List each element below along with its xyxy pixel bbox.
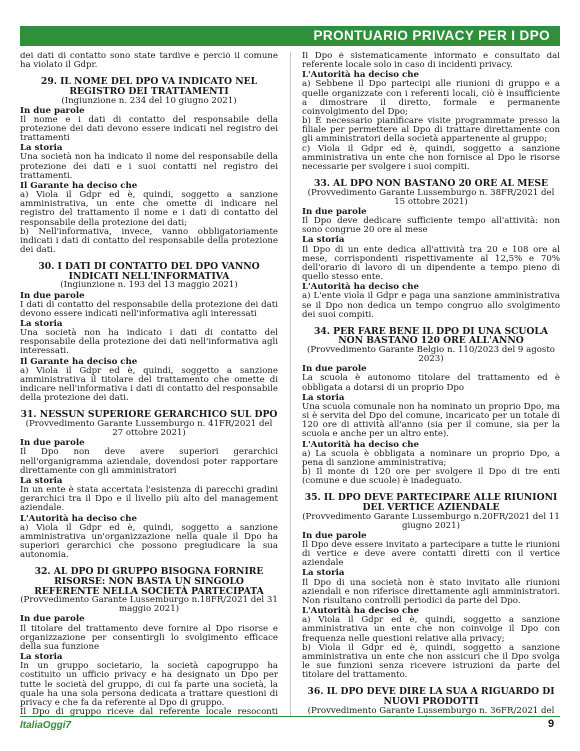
subheading: L'Autorità ha deciso che [302,606,419,617]
section-header-band [20,26,560,46]
subheading: La storia [302,392,345,403]
article-heading: 35. IL DPO DEVE PARTECIPARE ALLE RIUNIONI DEL VERTICE AZIENDALE [304,492,558,513]
footer-rule [20,716,560,717]
section-header-title: PRONTUARIO PRIVACY PER I DPO [313,28,550,43]
article-heading: 29. IL NOME DEL DPO VA INDICATO NEL REGISTRO DEI TRATTAMENTI [40,76,258,97]
paragraph: b) Il monte di 120 ore per svolgere il Dpo di tre enti (comune e due scuole) è inadeguato. [302,467,560,487]
left-column [20,52,278,716]
paragraph: Una scuola comunale non ha nominato un proprio Dpo, ma si è servita del Dpo del comune, incaricato per un totale di 120 ore di attività all'anno (sia per il comune, sia per la scuola e anche per un altro ente). [302,401,560,440]
subheading: L'Autorità ha deciso che [302,439,419,450]
subheading: La storia [302,235,345,246]
right-column [302,52,560,716]
article-reference: (Provvedimento Garante Lussemburgo n.18FR/2021 del 31 maggio 2021) [20,595,278,615]
column-divider [290,52,291,716]
paragraph: Il Dpo non deve avere superiori gerarchici nell'organigramma aziendale, dovendosi poter rapportare direttamente con gli amministratori [20,447,278,476]
paragraph: a) Sebbene il Dpo partecipi alle riunioni di gruppo e a quelle organizzate con i referenti locali, ciò è insufficiente a dimostrare il diretto, formale e permanente coinvolgimento del Dpo; [302,79,560,117]
publication-logo: ItaliaOggi7 [20,720,72,731]
paragraph: b) Viola il Gdpr ed è, quindi, soggetto a sanzione amministrativa un ente che non assicuri che il Dpo svolga le sue funzioni senza ricevere istruzioni da parte del titolare del trattamento. [302,642,560,681]
subheading: La storia [20,475,63,486]
article-reference: (Provvedimento Garante Lussemburgo n. 36FR/2021 del [307,705,555,716]
subheading: In due parole [20,614,85,625]
subheading: L'Autorità ha deciso che [20,513,137,524]
paragraph: In un ente è stata accertata l'esistenza di parecchi gradini gerarchici tra il Dpo e il livello più alto del management aziendale. [20,485,278,514]
subheading: L'Autorità ha deciso che [302,70,419,81]
paragraph: a) Viola il Gdpr ed è, quindi, soggetto a sanzione amministrativa, un ente che omette di indicare nel registro del trattamento il nome e i dati di contatto del responsabile della protezione dei dati; [20,190,278,228]
paragraph: Il Dpo deve essere invitato a partecipare a tutte le riunioni di vertice e deve avere contatti diretti con il vertice aziendale [302,540,560,569]
subheading: Il Garante ha deciso che [20,180,138,191]
paragraph: Una società non ha indicato il nome del responsabile della protezione dei dati e i suoi contatti nel registro dei trattamenti. [20,152,278,181]
subheading: In due parole [302,530,367,541]
paragraph: Il Dpo è sistematicamente informato e consultato dal referente locale solo in caso di incidenti privacy. [302,52,560,71]
article-reference: (Ingiunzione n. 193 del 13 maggio 2021) [60,280,238,291]
paragraph: b) È necessario pianificare visite programmate presso la filiale per permettere al Dpo di trattare direttamente con gli amministratori della società appartenente al gruppo; [302,116,560,145]
article-heading: 33. AL DPO NON BASTANO 20 ORE AL MESE [313,178,549,190]
paragraph: In un gruppo societario, la società capogruppo ha costituito un ufficio privacy e ha designato un Dpo per tutte le società del gruppo, di cui fa parte una società, la quale ha una sola persona dedicata a trattare questioni di privacy e che fa da referente al Dpo di gruppo. [20,661,278,708]
subheading: La storia [302,568,345,579]
page-number: 9 [548,718,555,730]
article-heading: 32. AL DPO DI GRUPPO BISOGNA FORNIRE RISORSE: NON BASTA UN SINGOLO REFERENTE NELLA SOCIETÀ PARTECIPATA [34,566,264,597]
paragraph: La scuola è autonomo titolare del trattamento ed è obbligata a dotarsi di un proprio Dpo [302,373,560,393]
paragraph: a) L'ente viola il Gdpr e paga una sanzione amministrativa se il Dpo non dedica un tempo congruo allo svolgimento dei suoi compiti. [302,291,560,320]
article-reference: (Provvedimento Garante Lussemburgo n. 41FR/2021 del 27 ottobre 2021) [25,418,273,439]
subheading: La storia [20,652,63,663]
paragraph: a) Viola il Gdpr ed è, quindi, soggetto a sanzione amministrativa un ente che non coinvolge il Dpo con frequenza nelle questioni relative alla privacy; [302,615,560,644]
subheading: In due parole [302,206,367,217]
subheading: La storia [20,318,63,329]
subheading: In due parole [20,105,85,116]
subheading: La storia [20,143,63,154]
paragraph: b) Nell'informativa, invece, vanno obbligatoriamente indicati i dati di contatto del responsabile della protezione dei dati. [20,226,278,255]
article-heading: 36. IL DPO DEVE DIRE LA SUA A RIGUARDO DI NUOVI PRODOTTI [307,686,555,707]
paragraph: Una società non ha indicato i dati di contatto del responsabile della protezione dei dati nell'informativa agli interessati. [20,328,278,357]
paragraph: a) Viola il Gdpr ed è, quindi, soggetto a sanzione amministrativa un'organizzazione nella quale il Dpo ha superiori gerarchici che possono pregiudicare la sua autonomia. [20,522,278,561]
subheading: L'Autorità ha deciso che [302,282,419,293]
article-reference: (Provvedimento Garante Lussemburgo n.20FR/2021 del 11 giugno 2021) [302,511,560,531]
paragraph: a) La scuola è obbligata a nominare un proprio Dpo, a pena di sanzione amministrativa; [302,448,560,468]
paragraph: dei dati di contatto sono state tardive e perciò il comune ha violato il Gdpr. [20,52,278,71]
paragraph: Il Dpo di una società non è stato invitato alle riunioni aziendali e non riferisce direttamente agli amministratori. Non risultano controlli periodici da parte del Dpo. [302,577,560,606]
subheading: Il Garante ha deciso che [20,356,138,367]
article-reference: (Provvedimento Garante Lussemburgo n. 38FR/2021 del 15 ottobre 2021) [307,187,555,207]
paragraph: c) Viola il Gdpr ed è, quindi, soggetto a sanzione amministrativa un ente che non fornisce al Dpo le risorse necessarie per svolgere i suoi compiti. [302,143,560,172]
subheading: In due parole [302,364,367,375]
paragraph: Il titolare del trattamento deve fornire al Dpo risorse e organizzazione per consentirgli lo svolgimento efficace della sua funzione [20,623,278,652]
paragraph: Il Dpo di un ente dedica all'attività tra 20 e 108 ore al mese, corrispondenti rispettivamente al 12,5% e 70% dell'orario di lavoro di un dipendente a tempo pieno di quello stesso ente. [302,244,560,283]
article-heading: 34. PER FARE BENE IL DPO DI UNA SCUOLA NON BASTANO 120 ORE ALL'ANNO [313,325,549,347]
paragraph: a) Viola il Gdpr ed è, quindi, soggetto a sanzione amministrativa il titolare del trattamento che omette di indicare nell'informativa i dati di contatto del responsabile della protezione dei dati. [20,365,278,404]
article-reference: (Ingiunzione n. 234 del 10 giugno 2021) [61,95,237,106]
subheading: In due parole [20,290,85,301]
article-heading: 30. I DATI DI CONTATTO DEL DPO VANNO INDICATI NELL'INFORMATIVA [38,261,260,282]
subheading: In due parole [20,438,85,449]
paragraph: Il nome e i dati di contatto del responsabile della protezione dei dati devono essere indicati nel registro dei trattamenti [20,114,278,144]
paragraph: Il Dpo deve dedicare sufficiente tempo all'attività: non sono congrue 20 ore al mese [302,216,560,236]
article-reference: (Provvedimento Garante Belgio n. 110/2023 del 9 agosto 2023) [307,345,555,365]
article-heading: 31. NESSUN SUPERIORE GERARCHICO SUL DPO [20,409,278,421]
paragraph: I dati di contatto del responsabile della protezione dei dati devono essere indicati nell'informativa agli interessati [20,299,278,319]
paragraph: Il Dpo di gruppo riceve dal referente locale resoconti [20,706,278,716]
